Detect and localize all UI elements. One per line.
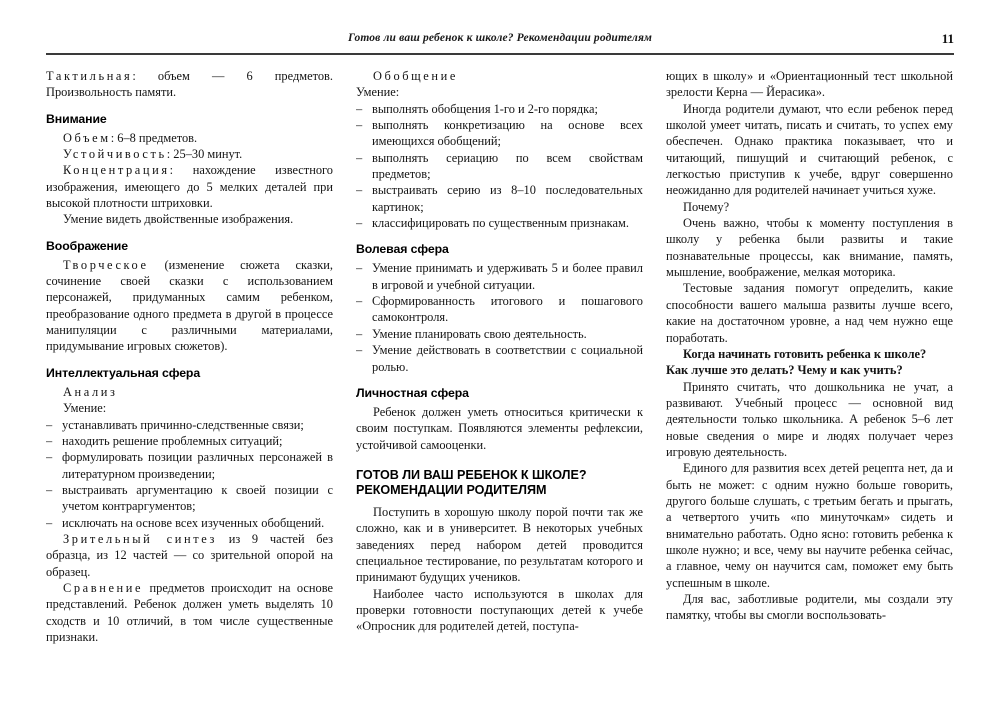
attention-volume — [46, 130, 333, 146]
visual-synthesis-term: Зрительный синтез — [63, 531, 217, 546]
comparison-text: предметов происходит на основе представлений. Ребенок должен уметь выделять 10 сходств и 10 отличий, в том числе существенные признаки. — [46, 580, 333, 644]
heading-attention: Внимание — [46, 111, 107, 126]
analysis-term: Анализ — [63, 384, 118, 399]
paragraph-parents-think: Иногда родители думают, что если ребенок перед школой умеет читать, писать и считать, то успех ему обеспечен. Однако практика показывает, что и читающий, пишущий и считающий ребенок, с легкостью приступив к учебе, вдруг совершенно неожиданно для родителей начинает учиться хуже. — [666, 101, 953, 198]
heading-imagination: Воображение — [46, 238, 128, 253]
running-head — [46, 32, 954, 54]
attention-ambiguous: Умение видеть двойственные изображения. — [63, 212, 294, 227]
paragraph-cognitive-processes: Очень важно, чтобы к моменту поступления в школу у ребенка были развиты и такие познавательные процессы, как внимание, память, мышление, воображение, мелкая моторика. — [666, 216, 953, 280]
question-heading-line-2: Как лучше это делать? Чему и как учить? — [666, 363, 903, 378]
generalization-term-line — [356, 68, 643, 84]
paragraph-preschooler: Принято считать, что дошкольника не учат, а развивают. Учебный процесс — основной вид деятельности только школьника. А ребенок 5–6 лет новые сведения о мире и людях получает через игровую деятельность. — [666, 379, 953, 459]
intro-paragraph-2: Наиболее часто используются в школах для проверки готовности поступающих детей к учебе «Опросник для родителей детей, поступа- — [356, 586, 643, 634]
tactile-term: Тактильная — [46, 69, 133, 83]
imagination-paragraph — [46, 257, 333, 355]
question-heading-line-1: Когда начинать готовить ребенка к школе? — [683, 346, 927, 361]
attention-stability — [46, 146, 333, 162]
analysis-term-line — [46, 384, 333, 400]
list-item: – устанавливать причинно-следственные связи; — [46, 417, 333, 433]
creative-text: (изменение сюжета сказки, сочинение своей сказки с использованием персонажей, придуманных самим ребенком, преобразование одного предмета в другой в процессе манипуляции с различными материалами, придумывание игровых сюжетов). — [46, 257, 333, 354]
personal-sphere-paragraph: Ребенок должен уметь относиться критически к своим поступкам. Появляются элементы рефлексии, устойчивой самооценки. — [356, 404, 643, 452]
heading-personal-sphere: Личностная сфера — [356, 385, 469, 400]
list-item: – классифицировать по существенным признакам. — [356, 215, 643, 231]
heading-volitional-sphere: Волевая сфера — [356, 242, 449, 257]
list-item: – формулировать позиции различных персонажей в литературном произведении; — [46, 449, 333, 482]
list-item: – выстраивать аргументацию к своей позиции с учетом контраргументов; — [46, 482, 333, 515]
volitional-list — [356, 260, 643, 374]
tactile-paragraph — [46, 68, 333, 101]
article-title-line-1: ГОТОВ ЛИ ВАШ РЕБЕНОК К ШКОЛЕ? — [356, 467, 587, 482]
paragraph-for-you-parents: Для вас, заботливые родители, мы создали эту памятку, чтобы вы смогли воспользовать- — [666, 592, 953, 623]
tactile-text: : объем — 6 предметов. Произвольность памяти. — [46, 69, 333, 100]
header-rule — [46, 53, 954, 55]
concentration-term: Концентрация — [63, 163, 170, 178]
generalization-term: Обобщение — [373, 69, 458, 83]
intro-paragraph-1: Поступить в хорошую школу порой почти так же сложно, как и в университет. В некоторых учебных заведениях перед набором детей проводится специальное тестирование, по результатам которого и принимают будущих учеников. — [356, 504, 643, 585]
list-item: – исключать на основе всех изученных обобщений. — [46, 515, 333, 531]
running-head-title: Готов ли ваш ребенок к школе? Рекомендации родителям — [347, 32, 653, 44]
article-title-line-2: РЕКОМЕНДАЦИИ РОДИТЕЛЯМ — [356, 483, 547, 498]
paragraph-no-single-recipe: Единого для развития всех детей рецепта нет, да и быть не может: с одним нужно больше говорить, другого больше слушать, с третьим бегать и прыгать, а четвертого учить «по минуточкам» сидеть и внимательно работать. Одно ясно: готовить ребенка к школе нужно; и все, чему вы научите ребенка сейчас, а главное, чему он научится сам, поможет ему быть успешным в школе. — [666, 461, 953, 590]
body-columns — [46, 68, 954, 693]
paragraph-test-tasks: Тестовые задания помогут определить, какие способности вашего малыша развиты лучше всего, какие на достаточном уровне, а над чем нужно еще поработать. — [666, 281, 953, 345]
concentration-text: : нахождение известного изображения, имеющего до 5 мелких деталей при высокой плотности штриховки. — [46, 163, 333, 211]
generalization-skill-list — [356, 101, 643, 232]
visual-synthesis-text: из 9 частей без образца, из 12 частей — со зрительной опорой на образец. — [46, 531, 333, 579]
column-3 — [666, 68, 953, 693]
list-item: – Умение принимать и удерживать 5 и более правил в игровой и учебной ситуации. — [356, 260, 643, 293]
list-item: – выполнять сериацию по всем свойствам предметов; — [356, 150, 643, 183]
list-item: – Умение планировать свою деятельность. — [356, 326, 643, 342]
list-item: – находить решение проблемных ситуаций; — [46, 433, 333, 449]
comparison-paragraph — [46, 580, 333, 645]
continued-paragraph: ющих в школу» и «Ориентационный тест школьной зрелости Керна — Йерасика». — [666, 69, 953, 100]
stability-text: : 25–30 минут. — [166, 147, 243, 162]
list-item: – выполнять конкретизацию на основе всех имеющихся обобщений; — [356, 117, 643, 150]
volume-term: Объем — [63, 130, 111, 145]
page-number: 11 — [941, 31, 954, 46]
list-item: – Умение действовать в соответствии с социальной ролью. — [356, 342, 643, 375]
column-2 — [356, 68, 643, 693]
attention-concentration — [46, 162, 333, 211]
analysis-skill-list — [46, 417, 333, 531]
list-item: – выполнять обобщения 1-го и 2-го порядка; — [356, 101, 643, 117]
analysis-skill-label: Умение: — [63, 401, 107, 416]
column-1 — [46, 68, 333, 693]
article-title — [356, 468, 643, 499]
heading-intellectual-sphere: Интеллектуальная сфера — [46, 365, 201, 380]
visual-synthesis-paragraph — [46, 531, 333, 580]
volume-text: : 6–8 предметов. — [110, 130, 198, 145]
creative-term: Творческое — [63, 257, 149, 272]
comparison-term: Сравнение — [63, 580, 144, 595]
list-item: – выстраивать серию из 8–10 последовательных картинок; — [356, 182, 643, 215]
stability-term: Устойчивость — [63, 147, 167, 162]
list-item: – Сформированность итогового и пошагового самоконтроля. — [356, 293, 643, 326]
paragraph-why: Почему? — [683, 199, 730, 214]
generalization-skill-label: Умение: — [356, 85, 400, 100]
